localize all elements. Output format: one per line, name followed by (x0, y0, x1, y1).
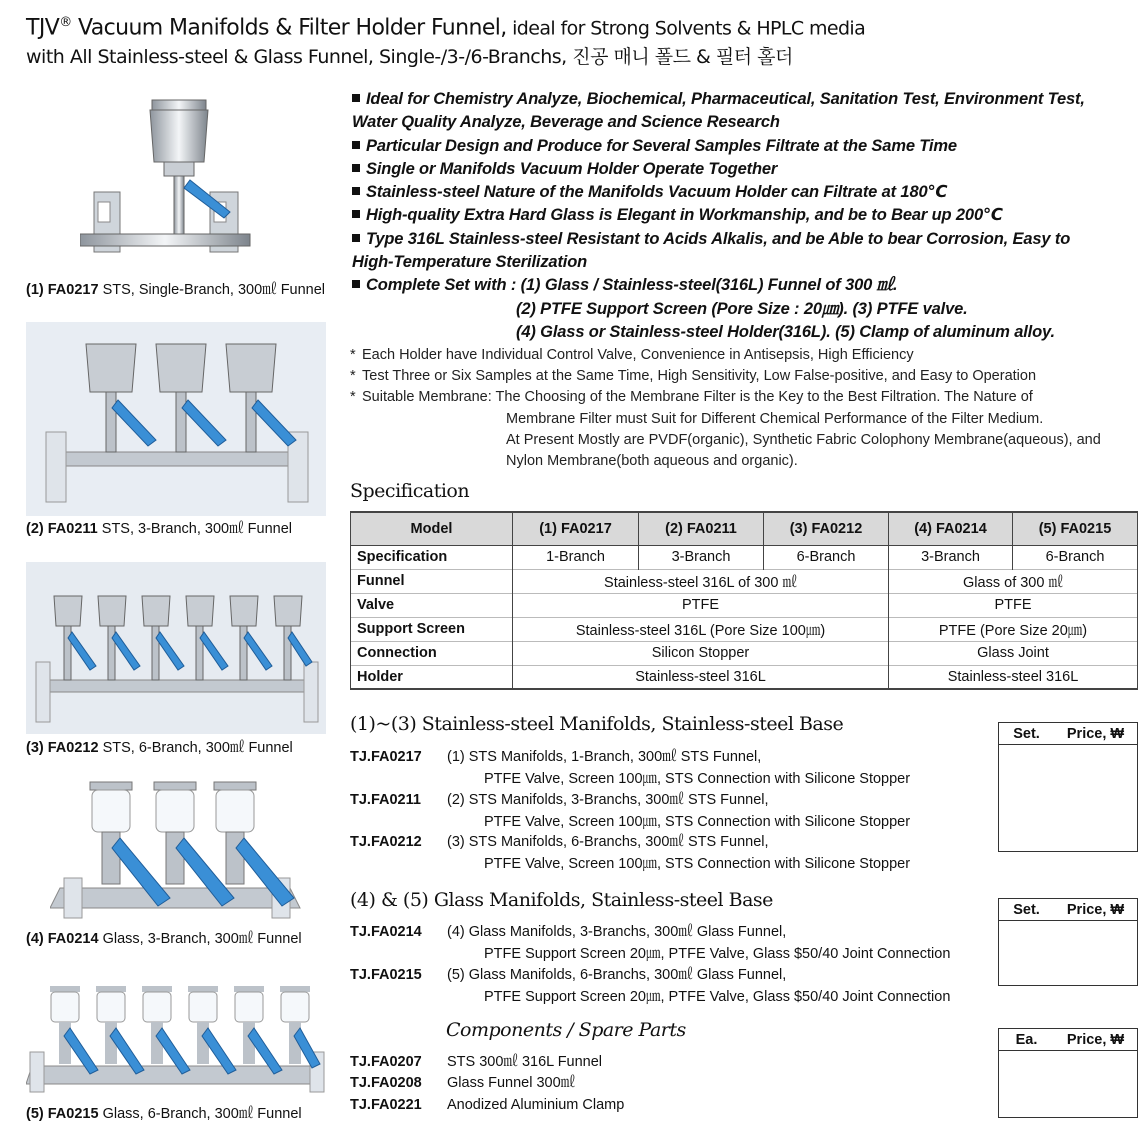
col-header: Model (351, 512, 513, 545)
product-item-fa0221 (350, 1095, 624, 1117)
product-desc-cont: PTFE Valve, Screen 100㎛, STS Connection with Silicone Stopper (484, 855, 911, 872)
product-desc: Anodized Aluminium Clamp (447, 1097, 625, 1113)
feature-item: High-quality Extra Hard Glass is Elegant in Workmanship, and be to Bear up 200℃ (352, 204, 1142, 227)
price-header (999, 899, 1137, 921)
product-desc-cont: PTFE Valve, Screen 100㎛, STS Connection with Silicone Stopper (484, 813, 911, 830)
asterisk-icon: * (350, 347, 356, 363)
product-item-fa0208 (350, 1073, 575, 1095)
product-code: TJ.FA0207 (350, 1054, 422, 1070)
product-photo-fa0217 (80, 92, 280, 272)
table-row (351, 569, 1138, 593)
row-label: Support Screen (351, 617, 513, 641)
bullet-square-icon (352, 187, 360, 195)
product-desc-cont: PTFE Support Screen 20㎛, PTFE Valve, Glass $50/40 Joint Connection (484, 945, 951, 962)
page-title (26, 8, 1136, 71)
col-header: (4) FA0214 (889, 512, 1013, 545)
spec-table (350, 511, 1138, 690)
bullet-square-icon (352, 164, 360, 172)
feature-item: Type 316L Stainless-steel Resistant to Acids Alkalis, and be Able to bear Corrosion, Easy to High-Temperature Sterilization (352, 229, 1071, 272)
col-header: (2) FA0211 (639, 512, 764, 545)
product-code: TJ.FA0214 (350, 924, 422, 940)
col-header: (1) FA0217 (513, 512, 639, 545)
glass-six-branch-manifold-image (26, 980, 326, 1102)
product-code: TJ.FA0215 (350, 967, 422, 983)
caption-fa0217: (1) FA0217 STS, Single-Branch, 300㎖ Funnel (26, 282, 326, 298)
product-item-fa0215 (350, 965, 950, 1008)
unit-label: Set. (1013, 725, 1040, 742)
title-main: Vacuum Manifolds & Filter Holder Funnel, (71, 15, 507, 41)
product-desc: (3) STS Manifolds, 6-Branchs, 300㎖ STS Funnel, (447, 834, 769, 850)
product-desc: STS 300㎖ 316L Funnel (447, 1054, 603, 1070)
table-cell: PTFE (889, 593, 1138, 617)
bullet-square-icon (352, 141, 360, 149)
price-box-sts (998, 722, 1138, 852)
price-label: Price, ₩ (1066, 1031, 1125, 1048)
table-cell: 6-Branch (1013, 545, 1138, 569)
product-code: TJ.FA0211 (350, 792, 421, 808)
table-row (351, 641, 1138, 665)
spec-header-row (351, 512, 1138, 545)
spec-section-title: Specification (350, 480, 470, 502)
title-tagline: ideal for Strong Solvents & HPLC media (506, 17, 866, 40)
asterisk-icon: * (350, 389, 356, 406)
six-branch-manifold-image (26, 562, 326, 734)
bullet-square-icon (352, 94, 360, 102)
feature-list (352, 88, 1142, 344)
product-desc: (5) Glass Manifolds, 6-Branchs, 300㎖ Glass Funnel, (447, 967, 787, 983)
title-line-2: with All Stainless-steel & Glass Funnel, Single-/3-/6-Branchs, 진공 매니 폴드 & 필터 홀더 (26, 46, 793, 69)
parts-section-title: Components / Spare Parts (446, 1019, 686, 1041)
bullet-square-icon (352, 280, 360, 288)
note-item: * Each Holder have Individual Control Valve, Convenience in Antisepsis, High Efficiency (350, 345, 1140, 366)
product-code: TJ.FA0212 (350, 834, 422, 850)
product-photo-fa0214 (50, 778, 310, 924)
product-item-fa0211 (350, 790, 910, 833)
caption-fa0215: (5) FA0215 Glass, 6-Branch, 300㎖ Funnel (26, 1106, 302, 1122)
product-item-fa0217 (350, 747, 910, 790)
product-photo-fa0212 (26, 562, 326, 734)
price-box-parts (998, 1028, 1138, 1118)
product-desc: Glass Funnel 300㎖ (447, 1075, 576, 1091)
feature-item: Complete Set with : (1) Glass / Stainless-steel(316L) Funnel of 300 ㎖. (2) PTFE Support Screen (Pore Size : 20㎛). (3) PTFE valve. (4) Glass or Stainless-steel Holder(316L). (5) Clamp of aluminum alloy. (352, 274, 1142, 344)
col-header: (3) FA0212 (764, 512, 889, 545)
bullet-square-icon (352, 234, 360, 242)
product-code: TJ.FA0221 (350, 1097, 422, 1113)
product-item-fa0214 (350, 922, 950, 965)
table-cell: 3-Branch (639, 545, 764, 569)
row-label: Funnel (351, 569, 513, 593)
product-item-fa0207 (350, 1052, 602, 1074)
single-branch-manifold-image (80, 92, 280, 272)
table-cell: 6-Branch (764, 545, 889, 569)
table-cell: Stainless-steel 316L of 300 ㎖ (513, 569, 889, 593)
brand-name: TJV (26, 15, 60, 41)
product-desc: (2) STS Manifolds, 3-Branchs, 300㎖ STS Funnel, (447, 792, 769, 808)
three-branch-manifold-image (26, 322, 326, 516)
table-cell: Silicon Stopper (513, 641, 889, 665)
table-cell: PTFE (513, 593, 889, 617)
feature-item: Stainless-steel Nature of the Manifolds Vacuum Holder can Filtrate at 180℃ (352, 181, 1142, 204)
product-item-fa0212 (350, 832, 910, 875)
col-header: (5) FA0215 (1013, 512, 1138, 545)
row-label: Specification (351, 545, 513, 569)
table-cell: Stainless-steel 316L (889, 665, 1138, 689)
feature-item: Single or Manifolds Vacuum Holder Operate Together (352, 158, 1142, 181)
product-code: TJ.FA0217 (350, 749, 422, 765)
product-photo-fa0211 (26, 322, 326, 516)
asterisk-icon: * (350, 368, 356, 385)
row-label: Valve (351, 593, 513, 617)
notes-list (350, 345, 1140, 472)
table-cell: Glass of 300 ㎖ (889, 569, 1138, 593)
table-cell: 3-Branch (889, 545, 1013, 569)
price-header (999, 1029, 1137, 1051)
table-row (351, 545, 1138, 569)
unit-label: Set. (1013, 901, 1040, 918)
table-row (351, 593, 1138, 617)
bullet-square-icon (352, 210, 360, 218)
row-label: Connection (351, 641, 513, 665)
table-cell: Stainless-steel 316L (Pore Size 100㎛) (513, 617, 889, 641)
caption-fa0214: (4) FA0214 Glass, 3-Branch, 300㎖ Funnel (26, 931, 302, 947)
row-label: Holder (351, 665, 513, 689)
caption-fa0211: (2) FA0211 STS, 3-Branch, 300㎖ Funnel (26, 521, 292, 537)
table-cell: Glass Joint (889, 641, 1138, 665)
caption-fa0212: (3) FA0212 STS, 6-Branch, 300㎖ Funnel (26, 740, 293, 756)
note-item: * Suitable Membrane: The Choosing of the Membrane Filter is the Key to the Best Filtration. The Nature of Membrane Filter must Suit for Different Chemical Performance of the Filter Medium. At Present Mostly are PVDF(organic), Synthetic Fabric Colophony Membrane(aqueous), and Nylon Membrane(both aqueous and organic). (350, 389, 1101, 470)
product-desc: (4) Glass Manifolds, 3-Branchs, 300㎖ Glass Funnel, (447, 924, 787, 940)
price-header (999, 723, 1137, 745)
product-photo-fa0215 (26, 980, 326, 1102)
price-label: Price, ₩ (1066, 725, 1125, 742)
product-code: TJ.FA0208 (350, 1075, 422, 1091)
product-desc-cont: PTFE Support Screen 20㎛, PTFE Valve, Glass $50/40 Joint Connection (484, 988, 951, 1005)
price-label: Price, ₩ (1066, 901, 1125, 918)
product-desc: (1) STS Manifolds, 1-Branch, 300㎖ STS Funnel, (447, 749, 762, 765)
table-row (351, 617, 1138, 641)
glass-three-branch-manifold-image (50, 778, 310, 924)
title-line-1 (26, 8, 1136, 43)
registered-mark: ® (59, 15, 72, 30)
table-cell: PTFE (Pore Size 20㎛) (889, 617, 1138, 641)
table-row (351, 665, 1138, 689)
note-item: * Test Three or Six Samples at the Same Time, High Sensitivity, Low False-positive, and Easy to Operation (350, 366, 1140, 387)
table-cell: Stainless-steel 316L (513, 665, 889, 689)
feature-item: Particular Design and Produce for Several Samples Filtrate at the Same Time (352, 135, 1142, 158)
product-desc-cont: PTFE Valve, Screen 100㎛, STS Connection with Silicone Stopper (484, 770, 911, 787)
sts-section-title: (1)~(3) Stainless-steel Manifolds, Stainless-steel Base (350, 713, 844, 735)
price-box-glass (998, 898, 1138, 986)
unit-label: Ea. (1015, 1031, 1038, 1048)
feature-item: Ideal for Chemistry Analyze, Biochemical, Pharmaceutical, Sanitation Test, Environment Test, Water Quality Analyze, Beverage and Science Research (352, 90, 1085, 132)
glass-section-title: (4) & (5) Glass Manifolds, Stainless-steel Base (350, 889, 773, 911)
table-cell: 1-Branch (513, 545, 639, 569)
